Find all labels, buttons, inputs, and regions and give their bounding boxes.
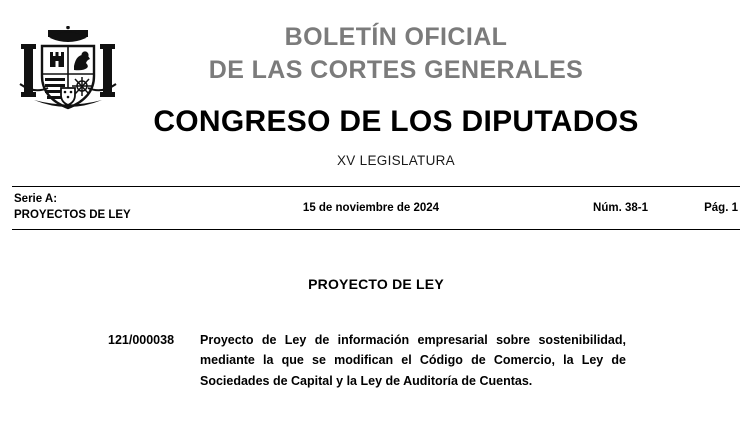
divider-bottom xyxy=(12,229,740,230)
bill-title-text: Proyecto de Ley de información empresarial sobre sostenibilidad, mediante la que se modifican el Código de Comercio, la Ley de Sociedades de Capital y la Ley de Auditoría de Cuentas. xyxy=(200,333,626,388)
boletin-title-line2: DE LAS CORTES GENERALES xyxy=(208,55,584,84)
series-value: PROYECTOS DE LEY xyxy=(14,208,131,221)
bill-entry xyxy=(14,330,738,391)
info-bar xyxy=(0,187,752,229)
boletin-title-line1: BOLETÍN OFICIAL xyxy=(284,23,508,51)
document-body xyxy=(0,276,752,391)
legislature-label: XV LEGISLATURA xyxy=(337,153,455,168)
series-label: Serie A: xyxy=(14,193,58,205)
masthead xyxy=(0,0,752,180)
series-block xyxy=(14,192,204,223)
issue-number: Núm. 38-1 xyxy=(593,201,648,214)
page-number: Pág. 1 xyxy=(704,201,738,214)
bill-reference-number: 121/000038 xyxy=(108,333,175,348)
spain-coat-of-arms-icon xyxy=(14,26,122,118)
section-heading: PROYECTO DE LEY xyxy=(308,276,444,293)
chamber-title: CONGRESO DE LOS DIPUTADOS xyxy=(153,105,639,138)
publication-date: 15 de noviembre de 2024 xyxy=(302,201,440,214)
